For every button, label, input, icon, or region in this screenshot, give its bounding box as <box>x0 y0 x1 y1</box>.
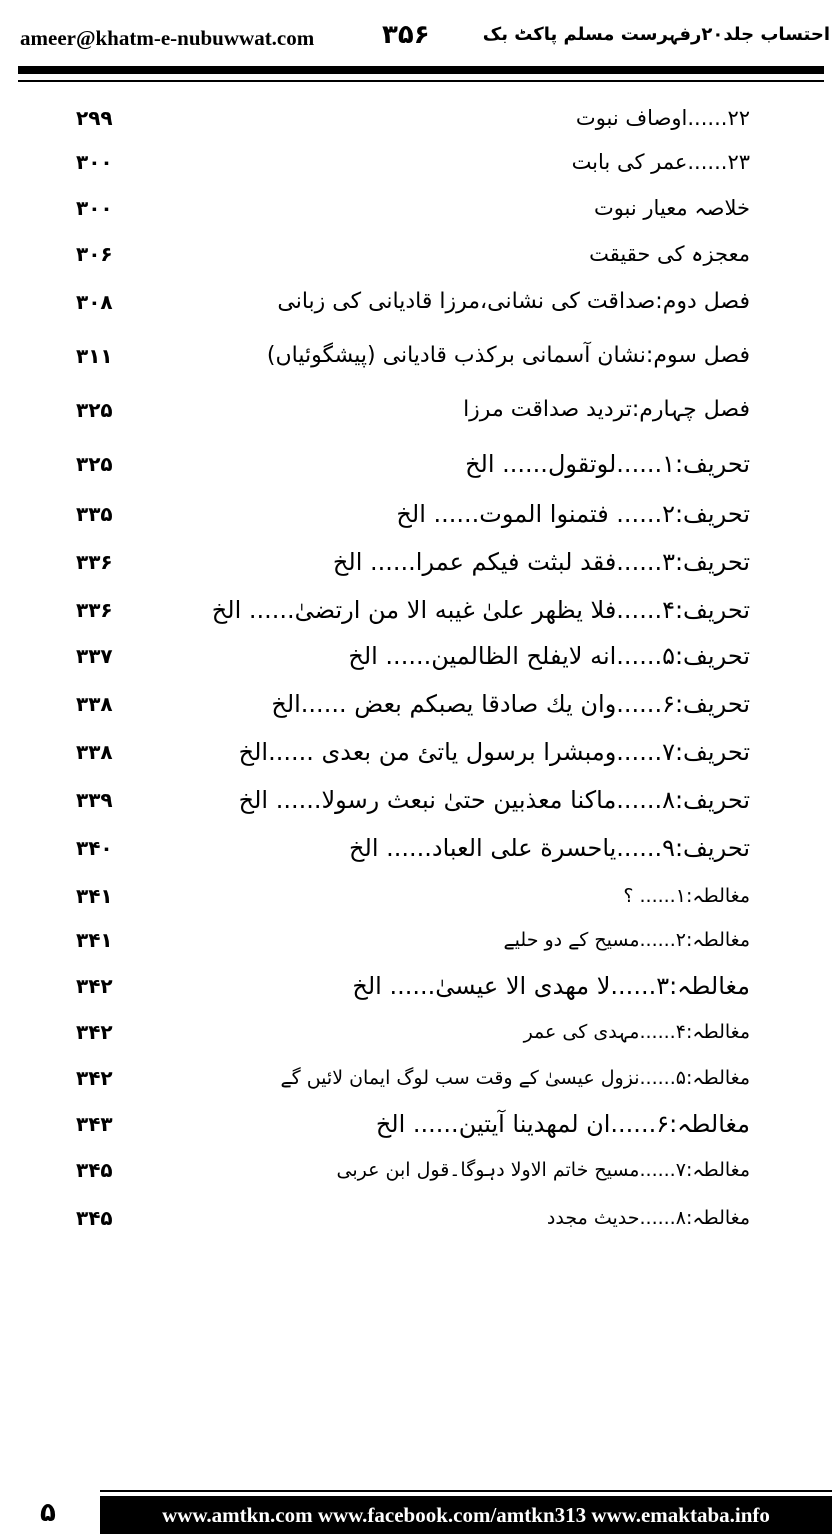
toc-row <box>0 142 840 182</box>
toc-page: ۲۹۹ <box>76 106 113 130</box>
header-book-title: احتساب جلد۲۰رفہرست مسلم پاکٹ بک <box>482 24 830 45</box>
toc-title: فصل سوم:نشان آسمانی برکذب قادیانی (پیشگوئیاں) <box>266 343 750 368</box>
toc-page: ۳۴۳ <box>76 1112 113 1136</box>
toc-row <box>0 444 840 484</box>
toc-page: ۳۴۰ <box>76 836 113 860</box>
toc-title: تحریف:۵......انه لايفلح الظالمين...... الخ <box>348 642 750 670</box>
toc-page: ۳۳۸ <box>76 740 113 764</box>
toc-row <box>0 920 840 960</box>
header-page-number: ۳۵۶ <box>382 20 430 50</box>
toc-row <box>0 282 840 322</box>
footer-rule <box>100 1490 832 1492</box>
toc-title: تحریف:۹......ياحسرة على العباد...... الخ <box>349 834 750 862</box>
toc-page: ۳۰۸ <box>76 290 113 314</box>
toc-row <box>0 390 840 430</box>
toc-page: ۳۰۰ <box>76 196 113 220</box>
toc-page: ۳۳۶ <box>76 598 113 622</box>
toc-row <box>0 1012 840 1052</box>
page-header <box>10 18 830 58</box>
toc-row <box>0 1058 840 1098</box>
toc-title: فصل چہارم:تردید صداقت مرزا <box>463 397 750 422</box>
toc-row <box>0 684 840 724</box>
toc-page: ۳۴۵ <box>76 1158 113 1182</box>
toc-title: تحریف:۶......وان يك صادقا يصبكم بعض ......الخ <box>271 690 750 718</box>
toc-page: ۳۴۲ <box>76 1066 113 1090</box>
header-rule-thin <box>18 80 824 82</box>
footer-urls[interactable]: www.amtkn.com www.facebook.com/amtkn313 www.emaktaba.info <box>162 1503 770 1527</box>
toc-title: خلاصہ معیار نبوت <box>593 196 750 220</box>
toc-row <box>0 636 840 676</box>
toc-row <box>0 828 840 868</box>
toc-title: تحریف:۴......فلا يظهر علىٰ غيبه الا من ارتضىٰ...... الخ <box>211 596 750 624</box>
toc-page: ۳۱۱ <box>76 344 113 368</box>
toc-title: مغالطہ:۱...... ؟ <box>623 885 750 907</box>
toc-title: مغالطہ:۸......حدیث مجدد <box>546 1207 750 1229</box>
toc-row <box>0 732 840 772</box>
toc-page: ۳۳۸ <box>76 692 113 716</box>
toc-title: مغالطہ:۵......نزول عیسیٰ کے وقت سب لوگ ایمان لائیں گے <box>280 1067 750 1089</box>
header-email[interactable]: ameer@khatm-e-nubuwwat.com <box>20 26 315 50</box>
toc-title: تحریف:۱......لوتقول...... الخ <box>465 450 750 478</box>
toc-title: تحریف:۸......ماكنا معذبين حتىٰ نبعث رسولا...... الخ <box>238 786 750 814</box>
toc-page: ۳۴۲ <box>76 1020 113 1044</box>
toc-row <box>0 188 840 228</box>
toc-page: ۳۳۶ <box>76 550 113 574</box>
toc-title: مغالطہ:۶......ان لمهدينا آيتين...... الخ <box>375 1110 750 1138</box>
toc-page: ۳۴۱ <box>76 884 113 908</box>
footer-page-number: ۵ <box>40 1498 56 1528</box>
toc-title: فصل دوم:صداقت کی نشانی،مرزا قادیانی کی زبانی <box>277 289 750 314</box>
toc-row <box>0 1198 840 1238</box>
page-footer <box>10 1496 832 1534</box>
toc-page: ۳۴۲ <box>76 974 113 998</box>
toc-page: ۳۲۵ <box>76 452 113 476</box>
toc-page: ۳۳۹ <box>76 788 113 812</box>
toc-page: ۳۳۷ <box>76 644 113 668</box>
toc-row <box>0 1104 840 1144</box>
toc-title: مغالطہ:۳......لا مهدى الا عيسىٰ...... الخ <box>352 972 750 1000</box>
toc-row <box>0 1150 840 1190</box>
toc-page: ۳۴۵ <box>76 1206 113 1230</box>
toc-row <box>0 542 840 582</box>
toc-row <box>0 234 840 274</box>
toc-page: ۳۲۵ <box>76 398 113 422</box>
toc-title: مغالطہ:۲......مسیح کے دو حلیے <box>503 929 750 951</box>
toc-row <box>0 590 840 630</box>
toc-title: مغالطہ:۷......مسیح خاتم الاولا دہوگا۔قول ابن عربی <box>336 1159 750 1181</box>
toc-title: تحریف:۳......فقد لبثت فيكم عمرا...... الخ <box>332 548 750 576</box>
toc-page: ۳۰۰ <box>76 150 113 174</box>
toc-title: تحریف:۷......ومبشرا برسول ياتئ من بعدى ......الخ <box>238 738 750 766</box>
toc-row <box>0 336 840 376</box>
toc-row <box>0 494 840 534</box>
toc-row <box>0 876 840 916</box>
header-rule-thick <box>18 66 824 74</box>
toc-title: مغالطہ:۴......مہدی کی عمر <box>523 1021 750 1043</box>
toc-row <box>0 966 840 1006</box>
toc-title: تحریف:۲...... فتمنوا الموت...... الخ <box>396 500 750 528</box>
toc-title: ۲۲......اوصاف نبوت <box>575 106 750 130</box>
toc-title: معجزہ کی حقیقت <box>589 242 750 266</box>
toc-page: ۳۰۶ <box>76 242 113 266</box>
toc-row <box>0 780 840 820</box>
toc-page: ۳۳۵ <box>76 502 113 526</box>
toc-page: ۳۴۱ <box>76 928 113 952</box>
toc-row <box>0 98 840 138</box>
toc-title: ۲۳......عمر کی بابت <box>571 150 750 174</box>
